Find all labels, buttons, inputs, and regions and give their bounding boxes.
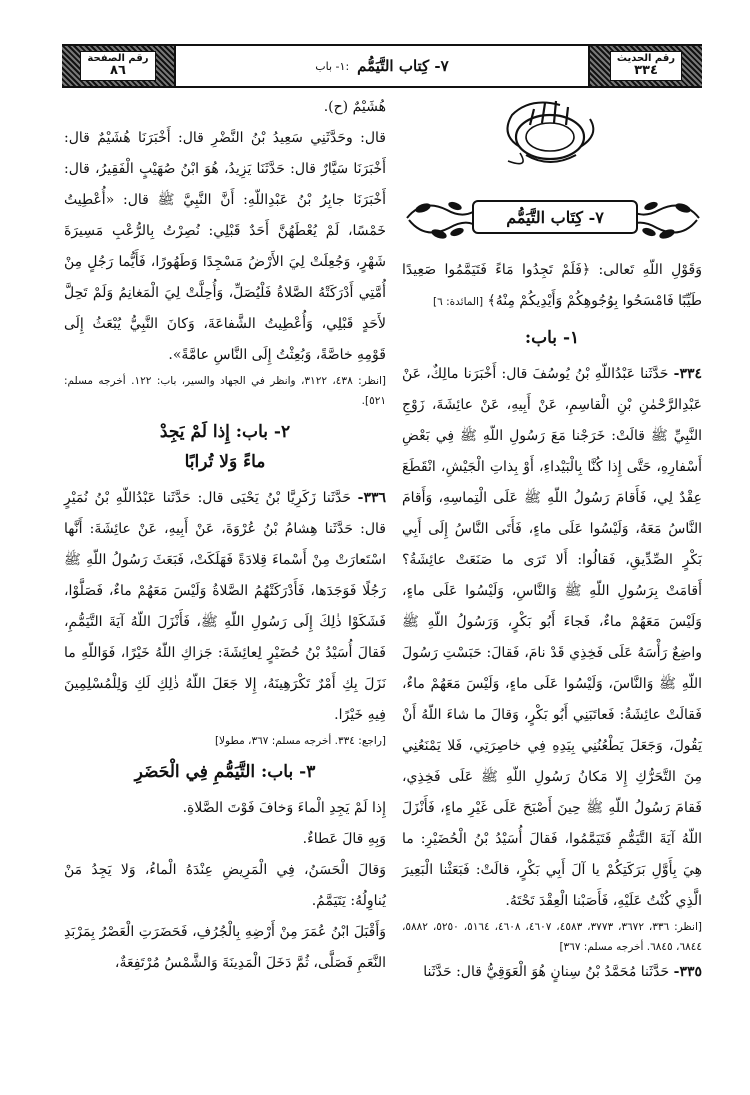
- hadith-335-text: حَدَّثَنا مُحَمَّدُ بْنُ سِنانٍ هُوَ الْعَوَقِيُّ قال: حَدَّثَنا: [423, 964, 670, 980]
- bab-2-title-line2: ماءً وَلا تُرابًا: [184, 452, 266, 472]
- quran-verse: وَقَوْلِ اللّهِ تَعالى: ﴿فَلَمْ تَجِدُوا مَاءً فَتَيَمَّمُوا صَعِيدًا طَيِّبًا فَامْسَحُوا بِوُجُوهِكُمْ وَأَيْدِيكُمْ مِنْهُ﴾: [402, 262, 702, 309]
- hadith-336-text: حَدَّثَنا زَكَرِيَّا بْنُ يَحْيَى قال: حَدَّثَنا عَبْدُاللّهِ بْنُ نُمَيْرٍ قال: حَدَّثَنا هِشامُ بْنُ عُرْوَةَ، عَنْ أَبِيهِ، عَنْ عائِشَةَ: أَنَّها اسْتَعارَتْ مِنْ أَسْماءَ قِلادَةً فَهَلَكَتْ، فَبَعَثَ رَسُولُ اللّهِ ﷺ رَجُلًا فَوَجَدَها، فَأَدْرَكَتْهُمُ الصَّلاةُ وَلَيْسَ مَعَهُمْ ماءٌ، فَصَلَّوْا، فَشَكَوْا ذٰلِكَ إِلَى رَسُولِ اللّهِ ﷺ، فَأَنْزَلَ اللّهُ آيَةَ التَّيَمُّمِ، فَقالَ أُسَيْدُ بْنُ حُضَيْرٍ لِعائِشَةَ: جَزاكِ اللّهُ خَيْرًا، فَوَاللّهِ ما نَزَلَ بِكِ أَمْرٌ تَكْرَهِينَهُ، إِلا جَعَلَ اللّهُ ذٰلِكِ لَكِ وَلِلْمُسْلِمِينَ فِيهِ خَيْرًا.: [64, 490, 386, 723]
- bab-1-title: ١- باب:: [524, 328, 580, 348]
- page-number-box: [62, 46, 174, 86]
- verse-reference: [المائدة: ٦]: [433, 296, 484, 308]
- hadith-333-end: هُشَيْمٌ (ح).: [323, 99, 386, 115]
- hadith-334: [402, 359, 702, 917]
- bab-2-title-line1: ٢- باب: إِذا لَمْ يَجِدْ: [159, 422, 291, 442]
- bab-3-line-1: إِذا لَمْ يَجِدِ الْماءَ وَخافَ فَوْتَ الصَّلاةِ.: [182, 800, 386, 816]
- book-title: ٧- كِتاب التَّيَمُّم: [357, 57, 449, 75]
- hadith-336: [64, 483, 386, 731]
- book-banner-title: ٧- كِتَاب التَّيَمُّم: [472, 200, 638, 234]
- bab-3-line-4: وَأَقْبَلَ ابْنُ عُمَرَ مِنْ أَرْضِهِ بِالْجُرُفِ، فَحَضَرَتِ الْعَصْرُ بِمَرْبَدِ النَّعَمِ فَصَلَّى، ثُمَّ دَخَلَ الْمَدِينَةَ وَالشَّمْسُ مُرْتَفِعَةٌ،: [64, 924, 386, 971]
- hadith-336-number: ٣٣٦-: [357, 490, 386, 506]
- page-number: ٨٦: [110, 63, 126, 79]
- hadith-334-number: ٣٣٤-: [673, 366, 702, 382]
- left-column: [64, 92, 386, 979]
- chapter-label: ١- باب:: [315, 59, 350, 73]
- page-header: [62, 44, 702, 88]
- bab-3-line-3: وَقالَ الْحَسَنُ، فِي الْمَرِيضِ عِنْدَهُ الْماءُ، وَلا يَجِدُ مَنْ يُناوِلُهُ: يَتَيَمَّمُ.: [64, 862, 386, 909]
- bab-2-title: [64, 417, 386, 477]
- hadith-334-reference: [انظر: ٣٣٦، ٣٦٧٢، ٣٧٧٣، ٤٥٨٣، ٤٦٠٧، ٤٦٠٨، ٥١٦٤، ٥٢٥٠، ٥٨٨٢، ٦٨٤٤، ٦٨٤٥. أخرجه مسلم: ٣٦٧]: [402, 921, 702, 953]
- hadith-335-reference: [انظر: ٤٣٨، ٣١٢٢، وانظر في الجهاد والسير، باب: ١٢٢. أخرجه مسلم: ٥٢١].: [64, 375, 387, 407]
- hadith-number: ٣٣٤: [634, 63, 658, 79]
- hadith-number-box: [590, 46, 702, 86]
- hadith-335-text-cont: قال: وحَدَّثَنِي سَعِيدُ بْنُ النَّضْرِ قال: أَخْبَرَنَا هُشَيْمٌ قال: أَخْبَرَنَا سَيَّارٌ قال: حَدَّثَنَا يَزِيدُ، هُوَ ابْنُ صُهَيْبٍ الْفَقِيرُ، قال: أَخْبَرَنَا جابِرُ بْنُ عَبْدِاللّهِ: أَنَّ النَّبِيَّ ﷺ قال: «أُعْطِيتُ خَمْسًا، لَمْ يُعْطَهُنَّ أَحَدٌ قَبْلِي: نُصِرْتُ بِالرُّعْبِ مَسِيرَةَ شَهْرٍ، وَجُعِلَتْ لِيَ الأَرْضُ مَسْجِدًا وَطَهُورًا، فَأَيُّما رَجُلٍ مِنْ أُمَّتِي أَدْرَكَتْهُ الصَّلاةُ فَلْيُصَلِّ، وَأُحِلَّتْ لِيَ الْمَغانِمُ وَلَمْ تَحِلَّ لأَحَدٍ قَبْلِي، وَأُعْطِيتُ الشَّفاعَةَ، وَكانَ النَّبِيُّ يُبْعَثُ إِلَى قَوْمِهِ خاصَّةً، وَبُعِثْتُ إِلَى النَّاسِ عامَّةً».: [64, 130, 386, 363]
- hadith-334-text: حَدَّثَنا عَبْدُاللّهِ بْنُ يُوسُفَ قال: أَخْبَرَنا مالِكٌ، عَنْ عَبْدِالرَّحْمٰنِ بْنِ الْقاسِمِ، عَنْ أَبِيهِ، عَنْ عائِشَةَ، زَوْجِ النَّبِيِّ ﷺ قالَتْ: خَرَجْنا مَعَ رَسُولِ اللّهِ ﷺ فِي بَعْضِ أَسْفارِهِ، حَتَّى إِذا كُنَّا بِالْبَيْداءِ، أَوْ بِذاتِ الْجَيْشِ، انْقَطَعَ عِقْدٌ لِي، فَأَقامَ رَسُولُ اللّهِ ﷺ عَلَى الْتِماسِهِ، وَأَقامَ النَّاسُ مَعَهُ، وَلَيْسُوا عَلَى ماءٍ، فَأَتَى النَّاسُ إِلَى أَبِي بَكْرٍ الصِّدِّيقِ، فَقالُوا: أَلا تَرَى ما صَنَعَتْ عائِشَةُ؟ أَقامَتْ بِرَسُولِ اللّهِ ﷺ وَالنَّاسِ، وَلَيْسُوا عَلَى ماءٍ، وَلَيْسَ مَعَهُمْ ماءٌ، فَجاءَ أَبُو بَكْرٍ، وَرَسُولُ اللّهِ ﷺ واضِعٌ رَأْسَهُ عَلَى فَخِذِي قَدْ نامَ، فَقالَ: حَبَسْتِ رَسُولَ اللّهِ ﷺ وَالنَّاسَ، وَلَيْسُوا عَلَى ماءٍ، وَلَيْسَ مَعَهُمْ ماءٌ، فَقالَتْ عائِشَةُ: فَعاتَبَنِي أَبُو بَكْرٍ، وَقالَ ما شاءَ اللّهُ أَنْ يَقُولَ، وَجَعَلَ يَطْعُنُنِي بِيَدِهِ فِي خاصِرَتِي، فَلا يَمْنَعُنِي مِنَ التَّحَرُّكِ إِلا مَكانُ رَسُولِ اللّهِ ﷺ عَلَى فَخِذِي، فَقامَ رَسُولُ اللّهِ ﷺ حِينَ أَصْبَحَ عَلَى غَيْرِ ماءٍ، فَأَنْزَلَ اللّهُ آيَةَ التَّيَمُّمِ فَتَيَمَّمُوا، فَقالَ أُسَيْدُ بْنُ الْحُضَيْرِ: ما هِيَ بِأَوَّلِ بَرَكَتِكُمْ يا آلَ أَبِي بَكْرٍ، قالَتْ: فَبَعَثْنا الْبَعِيرَ الَّذِي كُنْتُ عَلَيْهِ، فَأَصَبْنا الْعِقْدَ تَحْتَهُ.: [402, 366, 702, 909]
- hadith-335-number: ٣٣٥-: [673, 964, 702, 980]
- hadith-335: [402, 957, 702, 988]
- basmala-tughra-icon: [490, 95, 610, 173]
- page-number-label: رقم الصفحة: [87, 53, 149, 65]
- right-column: [402, 255, 702, 988]
- bab-3-line-2: وَبِهِ قالَ عَطاءٌ.: [302, 831, 386, 847]
- hadith-336-reference: [راجع: ٣٣٤. أخرجه مسلم: ٣٦٧، مطولا]: [214, 735, 386, 747]
- running-title: [174, 46, 590, 86]
- hadith-number-label: رقم الحديث: [616, 53, 676, 65]
- bab-3-title: ٣- باب: التَّيَمُّمِ فِي الْحَضَرِ: [134, 762, 316, 782]
